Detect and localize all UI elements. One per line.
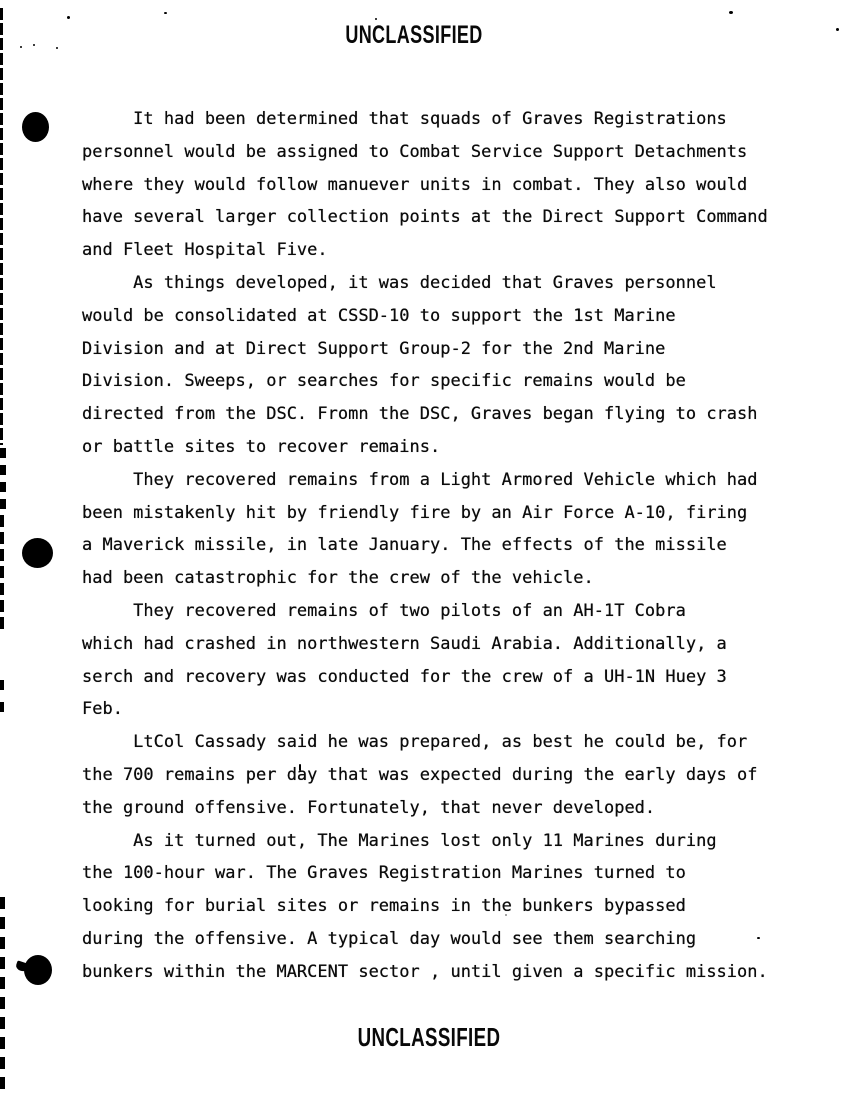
text-line: which had crashed in northwestern Saudi Arabia. Additionally, a — [82, 633, 727, 654]
hole-punch-mark — [22, 112, 49, 142]
classification-footer: UNCLASSIFIED — [357, 1022, 501, 1052]
text-line: the 100-hour war. The Graves Registration Marines turned to — [82, 863, 686, 884]
ink-speck — [836, 28, 839, 31]
text-line: LtCol Cassady said he was prepared, as best he could be, for — [82, 732, 748, 753]
ink-speck — [56, 47, 58, 49]
scan-edge-artifact — [0, 8, 3, 445]
text-line: personnel would be assigned to Combat Service Support Detachments — [82, 141, 748, 162]
text-line: or battle sites to recover remains. — [82, 436, 441, 457]
text-line: had been catastrophic for the crew of the vehicle. — [82, 568, 594, 589]
text-line: As it turned out, The Marines lost only 11 Marines during — [82, 830, 717, 851]
ink-speck — [729, 11, 733, 14]
text-line: would be consolidated at CSSD-10 to support the 1st Marine — [82, 305, 676, 326]
text-line: a Maverick missile, in late January. The effects of the missile — [82, 535, 727, 556]
text-line: It had been determined that squads of Graves Registrations — [82, 109, 727, 129]
text-line: the 700 remains per day that was expected during the early days of — [82, 764, 758, 785]
scan-edge-artifact — [0, 515, 4, 630]
ink-speck — [375, 18, 377, 20]
text-line: where they would follow manuever units in combat. They also would — [82, 174, 748, 195]
text-line: have several larger collection points at the Direct Support Command — [82, 207, 768, 228]
ink-speck — [33, 44, 35, 46]
text-line: Division and at Direct Support Group-2 for the 2nd Marine — [82, 338, 666, 359]
ink-speck — [20, 46, 22, 48]
text-line: They recovered remains of two pilots of an AH-1T Cobra — [82, 600, 686, 621]
ink-speck — [67, 16, 70, 19]
scan-edge-artifact — [0, 448, 6, 512]
hole-punch-mark — [22, 538, 53, 568]
ink-speck — [164, 12, 167, 14]
text-line: directed from the DSC. Fromn the DSC, Graves began flying to crash — [82, 404, 758, 425]
scan-edge-artifact — [0, 680, 4, 722]
text-line: Feb. — [82, 699, 123, 720]
hole-punch-mark — [24, 955, 52, 985]
scan-edge-artifact — [0, 897, 5, 1095]
classification-header: UNCLASSIFIED — [345, 21, 483, 49]
text-line: serch and recovery was conducted for the crew of a UH-1N Huey 3 — [82, 666, 727, 687]
text-line: the ground offensive. Fortunately, that never developed. — [82, 797, 656, 818]
text-line: As things developed, it was decided that Graves personnel — [82, 272, 717, 293]
text-line: Division. Sweeps, or searches for specific remains would be — [82, 371, 686, 392]
text-line: during the offensive. A typical day would see them searching — [82, 928, 697, 949]
text-line: looking for burial sites or remains in the bunkers bypassed — [82, 896, 686, 917]
text-line: and Fleet Hospital Five. — [82, 240, 328, 261]
text-line: been mistakenly hit by friendly fire by an Air Force A-10, firing — [82, 502, 748, 523]
document-body — [82, 103, 768, 989]
text-line: They recovered remains from a Light Armored Vehicle which had — [82, 469, 758, 490]
text-line: bunkers within the MARCENT sector , until given a specific mission. — [82, 961, 768, 982]
